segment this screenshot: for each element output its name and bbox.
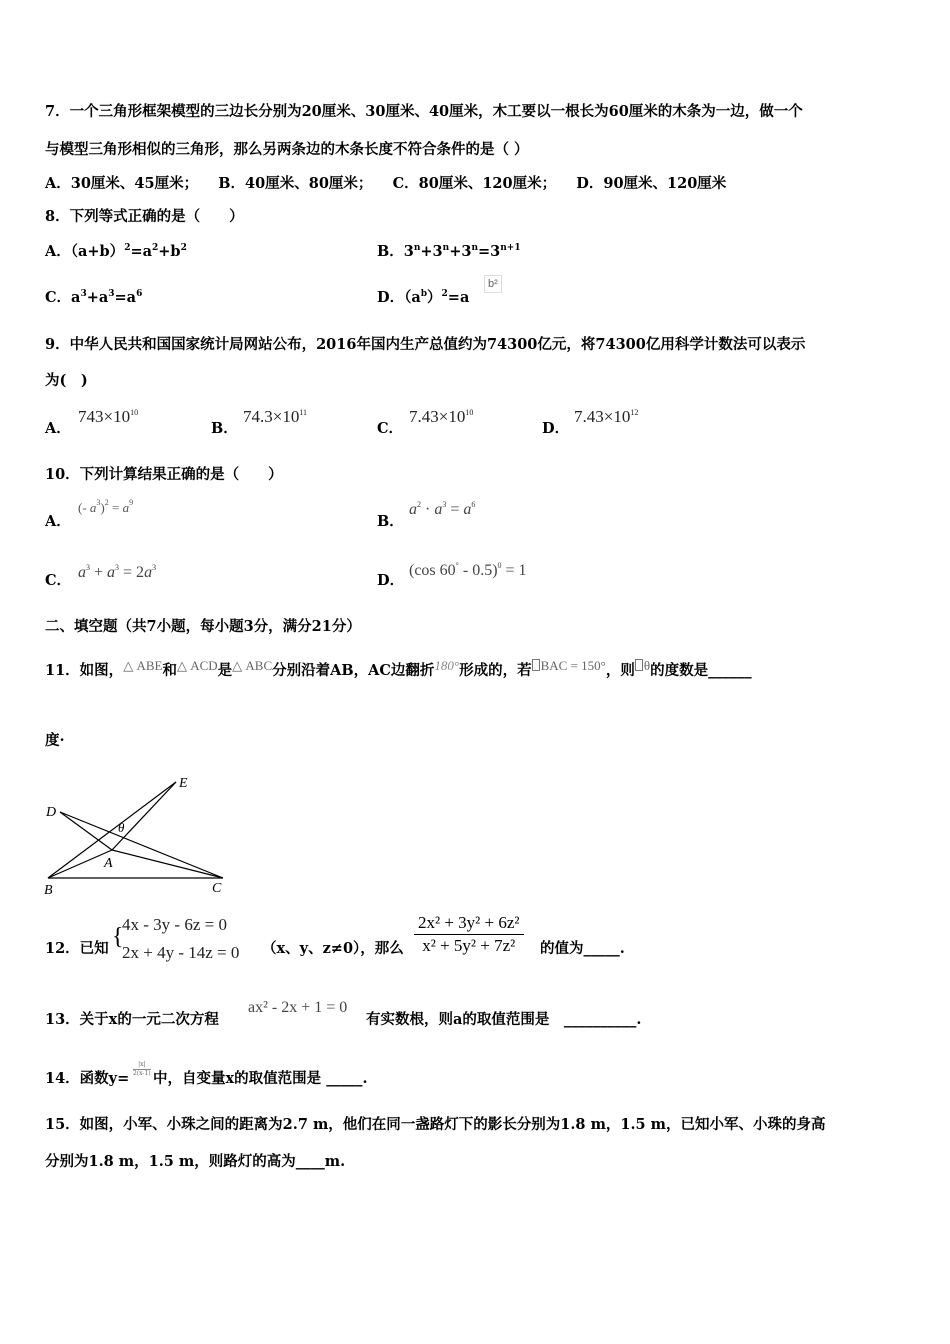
label-b: B bbox=[44, 883, 53, 898]
q9-option-a-value: $743\times 10^{10}$ bbox=[78, 407, 139, 426]
q12-equation-1: 4x - 3y - 6z = 0 bbox=[122, 915, 227, 934]
q9-stem-line2: 为( ) bbox=[45, 372, 88, 389]
q9-option-b-value: $74.3\times 10^{11}$ bbox=[243, 407, 308, 426]
q9-stem-line1: 9．中华人民共和国国家统计局网站公布，2016年国内生产总值约为74300亿元，将74300亿用科学计数法可以表示 bbox=[45, 336, 806, 353]
q11-figure bbox=[40, 770, 240, 900]
q8-option-b: B．$3^n+3^n+3^n=3^{n+1}$ bbox=[377, 243, 521, 260]
q9-option-c-label: C． bbox=[377, 420, 404, 437]
q12-fraction: $\frac{\text{2x² + 3y² + 6z²}}{\text{x² + 5y² + 7z²}}$ bbox=[414, 912, 524, 957]
label-c: C bbox=[212, 881, 222, 896]
q12-condition: （x、y、z≠0），那么 bbox=[262, 940, 404, 957]
label-theta: θ bbox=[118, 820, 125, 835]
q9-option-a-label: A． bbox=[45, 420, 71, 437]
q9-option-d-label: D． bbox=[542, 420, 570, 437]
q12-system-brace: { bbox=[112, 924, 124, 950]
q10-option-a-label: A． bbox=[45, 513, 71, 530]
q11-stem: 11．如图，△ ABE和△ ACD是△ ABC分别沿着AB，AC边翻折180°形成的，若 BAC = 150°，则 θ的度数是______ bbox=[45, 658, 752, 679]
segment-ae bbox=[112, 782, 176, 850]
q7-stem-line1: 7．一个三角形框架模型的三边长分别为20厘米、30厘米、40厘米，木工要以一根长为60厘米的木条为一边，做一个 bbox=[45, 103, 803, 120]
q7-stem-line2: 与模型三角形相似的三角形，那么另两条边的木条长度不符合条件的是（ ） bbox=[45, 141, 529, 158]
q8-stem: 8．下列等式正确的是（ ） bbox=[45, 208, 244, 225]
q10-option-b-label: B． bbox=[377, 513, 404, 530]
q10-option-a-formula: (- $a^3)^2 = a^9$ bbox=[78, 498, 134, 515]
q9-option-b-label: B． bbox=[211, 420, 238, 437]
label-e: E bbox=[179, 776, 188, 791]
q15-stem-line1: 15．如图，小军、小珠之间的距离为2.7 m，他们在同一盏路灯下的影长分别为1.8 m，1.5 m，已知小军、小珠的身高 bbox=[45, 1116, 826, 1133]
q10-option-c-label: C． bbox=[45, 572, 72, 589]
q8-option-c: C．$a^3+a^3=a^6$ bbox=[45, 289, 143, 306]
q13-equation: ax² - 2x + 1 = 0 bbox=[248, 999, 348, 1016]
q12-end: 的值为_____. bbox=[540, 940, 625, 957]
q8-option-a: A．$(a+b)^2=a^2+b^2$ bbox=[45, 243, 187, 260]
q8-option-d: D．$(a^b)^2=a$ bbox=[377, 289, 470, 306]
segment-ac bbox=[112, 850, 223, 878]
q8-option-d-image: b² bbox=[484, 273, 502, 293]
q10-option-d-label: D． bbox=[377, 572, 405, 589]
section-2-heading: 二、填空题（共7小题，每小题3分，满分21分） bbox=[45, 618, 361, 635]
q15-stem-line2: 分别为1.8 m，1.5 m，则路灯的高为____m. bbox=[45, 1153, 346, 1170]
q14-fraction: $\frac{|x|}{2(x-1)}$ bbox=[133, 1060, 151, 1077]
q10-option-c-formula: $a^3 + a^3 = 2a^3$ bbox=[78, 563, 157, 581]
segment-da bbox=[60, 812, 112, 850]
q10-stem: 10．下列计算结果正确的是（ ） bbox=[45, 466, 283, 483]
q9-option-c-value: $7.43\times 10^{10}$ bbox=[409, 407, 474, 426]
q11-unit: 度· bbox=[45, 732, 65, 749]
q13-end: 有实数根，则a的取值范围是 __________. bbox=[366, 1011, 642, 1028]
q13-prefix: 13．关于x的一元二次方程 bbox=[45, 1011, 219, 1028]
q12-prefix: 12．已知 bbox=[45, 940, 109, 957]
label-d: D bbox=[46, 805, 57, 820]
q7-options: A．30厘米、45厘米； B．40厘米、80厘米； C．80厘米、120厘米； D．90厘米、120厘米 bbox=[45, 175, 727, 192]
q9-option-d-value: $7.43\times 10^{12}$ bbox=[574, 407, 639, 426]
q14-end: 中，自变量x的取值范围是 _____. bbox=[153, 1070, 368, 1087]
q14-prefix: 14．函数y= bbox=[45, 1070, 130, 1087]
q10-option-d-formula: (cos 60° - 0.5)$^0$ = 1 bbox=[409, 561, 527, 579]
q12-equation-2: 2x + 4y - 14z = 0 bbox=[122, 943, 240, 962]
segment-dc bbox=[60, 812, 223, 878]
label-a: A bbox=[104, 856, 113, 871]
q10-option-b-formula: $a^2 \cdot a^3 = a^6$ bbox=[409, 500, 476, 518]
